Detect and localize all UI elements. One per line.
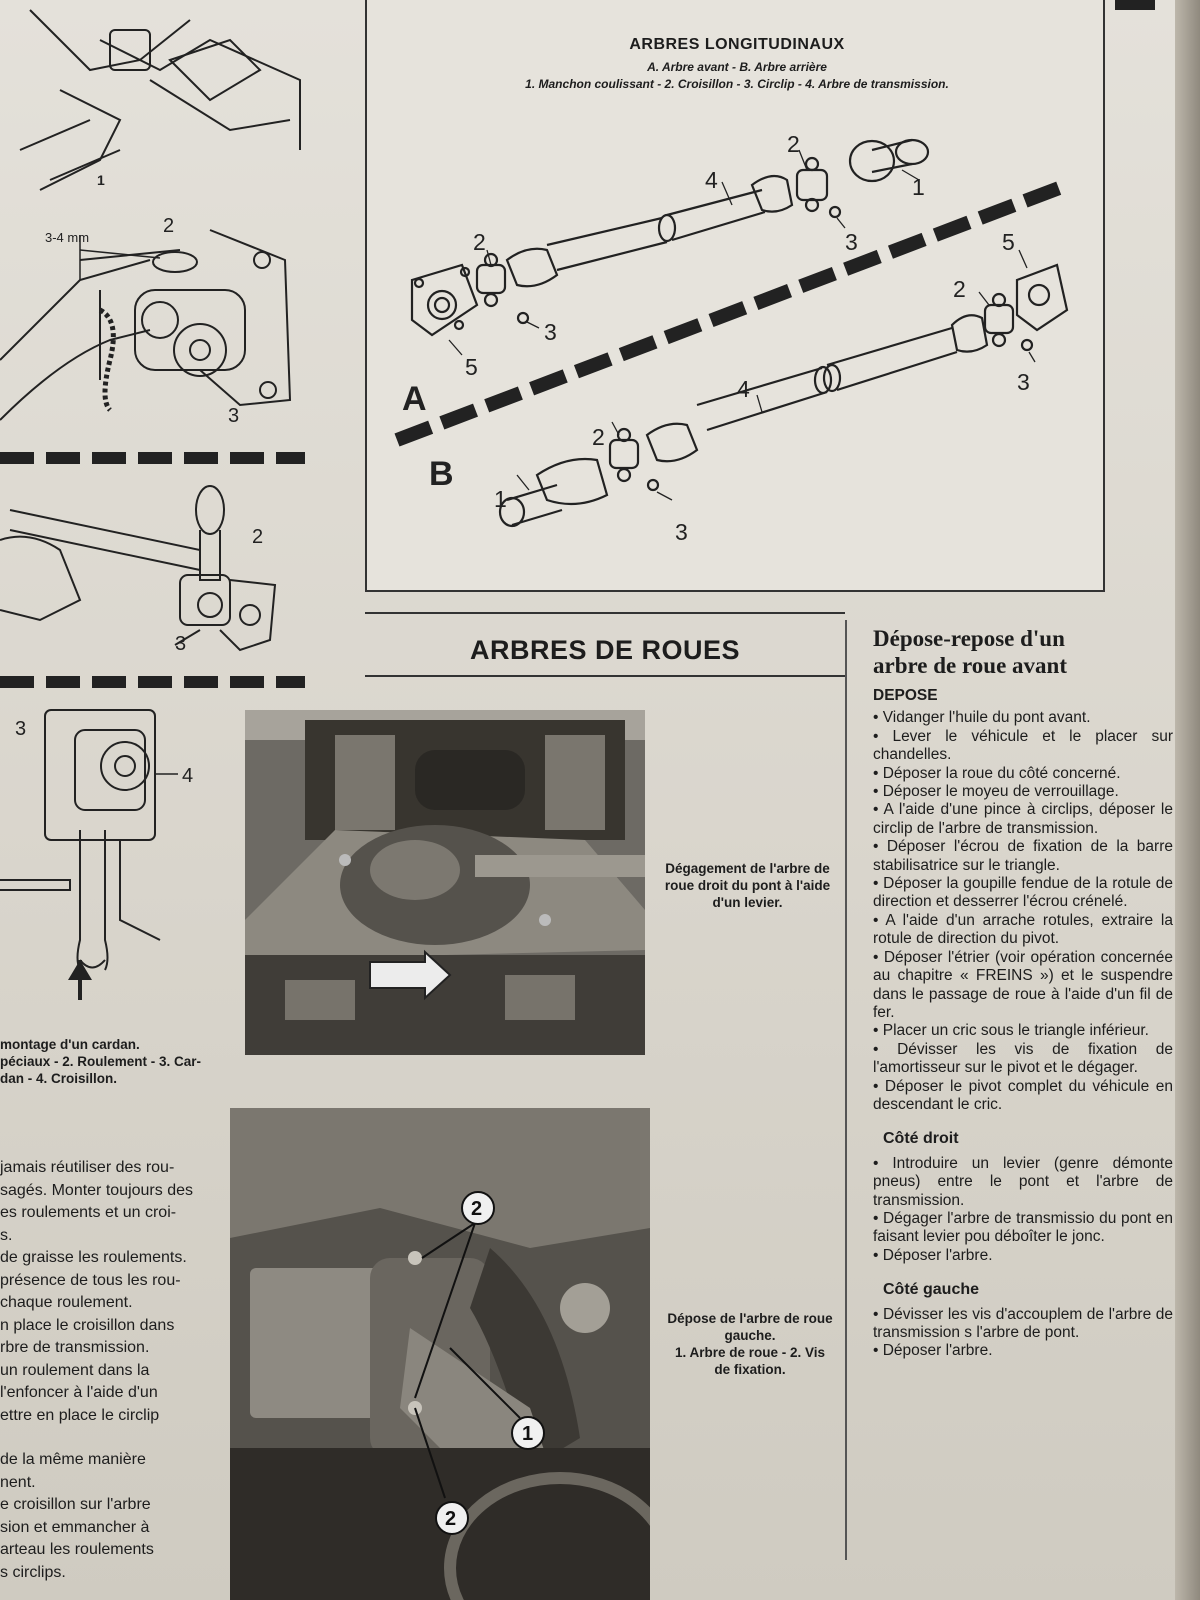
body-line: de graisse les roulements. bbox=[0, 1249, 187, 1266]
fig1-dimension-label: 3-4 mm bbox=[45, 230, 90, 245]
depose-step: • Lever le véhicule et le placer sur chandelles. bbox=[873, 727, 1173, 764]
shaft-a-label-4: 4 bbox=[705, 167, 718, 193]
caption-line: Dégagement de l'arbre de bbox=[665, 861, 830, 876]
fig1-label-2: 2 bbox=[163, 215, 175, 237]
caption-line: montage d'un cardan. bbox=[0, 1037, 140, 1052]
cote-gauche-heading: Côté gauche bbox=[883, 1281, 980, 1299]
photo-1-rendering bbox=[245, 710, 645, 1055]
fig2-label-3: 3 bbox=[175, 633, 187, 655]
depose-step: • Dévisser les vis de fixation de l'amortisseur sur le pivot et le dégager. bbox=[873, 1040, 1173, 1077]
depose-step: • Déposer l'écrou de fixation de la barre stabilisatrice sur le triangle. bbox=[873, 838, 1173, 874]
cote-droit-step: • Introduire un levier (genre démonte pneus) entre le pont et l'arbre de transmission. bbox=[873, 1154, 1173, 1209]
body-line: un roulement dans la bbox=[0, 1361, 150, 1379]
fig-hand-tool-illustration bbox=[0, 0, 320, 200]
shaft-b-label-5: 5 bbox=[1002, 229, 1015, 255]
photo-2-label-1: 1 bbox=[522, 1423, 534, 1445]
body-line: s circlips. bbox=[0, 1563, 66, 1581]
fig3-label-3: 3 bbox=[15, 718, 27, 740]
fig0-label-1: 1 bbox=[97, 172, 105, 188]
shaft-b-label-1: 1 bbox=[494, 486, 507, 512]
caption-line: roue droit du pont à l'aide bbox=[664, 878, 831, 893]
fig3-label-4: 4 bbox=[182, 765, 194, 787]
depose-step: • A l'aide d'un arrache rotules, extraire la rotule de direction du pivot. bbox=[873, 911, 1173, 948]
caption-line: de fixation. bbox=[714, 1362, 786, 1377]
title-line: Dépose-repose d'un bbox=[873, 626, 1065, 651]
photo-right-wheel-shaft-lever bbox=[245, 710, 645, 1055]
section-rule-bottom bbox=[365, 675, 845, 677]
shaft-a-label-3-right: 3 bbox=[845, 229, 858, 255]
shaft-b-label-2-left: 2 bbox=[592, 424, 605, 450]
shaft-a-label-5: 5 bbox=[465, 354, 478, 380]
body-line: s. bbox=[0, 1226, 13, 1244]
photo-2-rendering bbox=[230, 1108, 650, 1600]
depose-step: • Déposer le moyeu de verrouillage. bbox=[873, 783, 1119, 801]
shaft-b-letter: B bbox=[429, 455, 454, 493]
photo-2-label-2-bottom: 2 bbox=[445, 1508, 457, 1530]
caption-line: dan - 4. Croisillon. bbox=[0, 1071, 118, 1086]
body-line: présence de tous les rou- bbox=[0, 1271, 181, 1289]
body-line: de la même manière bbox=[0, 1451, 146, 1468]
procedure-title bbox=[873, 625, 1173, 679]
body-line: arteau les roulements bbox=[0, 1541, 154, 1558]
body-line: chaque roulement. bbox=[0, 1294, 133, 1311]
title-line: arbre de roue avant bbox=[873, 653, 1067, 678]
shaft-a-label-2-left: 2 bbox=[473, 229, 486, 255]
cote-droit-step: • Dégager l'arbre de transmissio du pont en faisant levier pou déboîter le jonc. bbox=[873, 1209, 1173, 1246]
propeller-shaft-diagram bbox=[365, 0, 1105, 592]
body-line: jamais réutiliser des rou- bbox=[0, 1159, 175, 1176]
cardan-figure-caption bbox=[0, 1036, 215, 1087]
shaft-b-label-3-right: 3 bbox=[1017, 369, 1030, 395]
photo-2-caption bbox=[655, 1310, 845, 1378]
body-line: sagés. Monter toujours des bbox=[0, 1181, 193, 1199]
depose-step: • Déposer le pivot complet du véhicule en descendant le cric. bbox=[873, 1077, 1173, 1113]
dashed-separator-1 bbox=[0, 452, 305, 464]
cote-droit-step: • Déposer l'arbre. bbox=[873, 1246, 993, 1264]
depose-step: • Déposer la goupille fendue de la rotule de direction et desserrer l'écrou crénelé. bbox=[873, 875, 1173, 911]
shaft-a-label-2-right: 2 bbox=[787, 131, 800, 157]
fig-hammer-cardan bbox=[0, 470, 320, 670]
photo-left-wheel-shaft-removal bbox=[230, 1108, 650, 1600]
shaft-b-label-4: 4 bbox=[737, 376, 750, 402]
fig-cardan-clearance bbox=[0, 200, 320, 440]
book-spine-shadow bbox=[1175, 0, 1200, 1600]
diagram-legend-line-1: A. Arbre avant - B. Arbre arrière bbox=[647, 60, 827, 74]
procedure-column bbox=[873, 625, 1173, 1361]
body-line: rbre de transmission. bbox=[0, 1339, 150, 1356]
body-line: ettre en place le circlip bbox=[0, 1406, 160, 1424]
cote-gauche-step: • Déposer l'arbre. bbox=[873, 1342, 993, 1360]
body-line: sion et emmancher à bbox=[0, 1518, 150, 1536]
column-rule bbox=[845, 620, 847, 1560]
diagram-legend-line-2: 1. Manchon coulissant - 2. Croisillon - 3. Circlip - 4. Arbre de transmission. bbox=[525, 77, 949, 91]
cote-gauche-step: • Dévisser les vis d'accouplem de l'arbre de transmission s l'arbre de pont. bbox=[873, 1305, 1173, 1341]
body-line: e croisillon sur l'arbre bbox=[0, 1496, 151, 1513]
body-line: l'enfoncer à l'aide d'un bbox=[0, 1384, 158, 1401]
depose-step: • Déposer l'étrier (voir opération concernée au chapitre « FREINS ») et le suspendre dans le passage de roue à l'aide d'un fil de fer. bbox=[873, 948, 1173, 1021]
left-body-text bbox=[0, 1157, 205, 1584]
shaft-b-label-3-left: 3 bbox=[675, 519, 688, 545]
body-line: n place le croisillon dans bbox=[0, 1316, 175, 1334]
caption-line: d'un levier. bbox=[712, 895, 783, 910]
depose-step: • Déposer la roue du côté concerné. bbox=[873, 764, 1121, 782]
cote-droit-heading: Côté droit bbox=[883, 1130, 959, 1148]
diagram-title: ARBRES LONGITUDINAUX bbox=[629, 36, 845, 53]
section-rule-top bbox=[365, 612, 845, 614]
depose-step: • Vidanger l'huile du pont avant. bbox=[873, 709, 1091, 727]
photo-1-caption bbox=[650, 860, 845, 911]
section-title: ARBRES DE ROUES bbox=[469, 635, 741, 665]
depose-step: • Placer un cric sous le triangle inférieur. bbox=[873, 1022, 1149, 1040]
shaft-a-label-3-left: 3 bbox=[544, 319, 557, 345]
shaft-a-label-1: 1 bbox=[912, 174, 925, 200]
dashed-separator-2 bbox=[0, 676, 305, 688]
shaft-exploded-view bbox=[367, 100, 1103, 590]
header-bar-2 bbox=[1115, 0, 1155, 10]
caption-line: Dépose de l'arbre de roue bbox=[667, 1311, 833, 1326]
body-line: es roulements et un croi- bbox=[0, 1204, 177, 1221]
fig2-label-2: 2 bbox=[252, 526, 264, 548]
shaft-a-letter: A bbox=[402, 380, 427, 418]
photo-2-label-2-top: 2 bbox=[471, 1198, 483, 1220]
fig1-label-3: 3 bbox=[228, 405, 240, 427]
depose-step: • A l'aide d'une pince à circlips, déposer le circlip de l'arbre de transmission. bbox=[873, 801, 1173, 837]
body-line: nent. bbox=[0, 1473, 36, 1491]
caption-line: 1. Arbre de roue - 2. Vis bbox=[674, 1345, 826, 1360]
caption-line: péciaux - 2. Roulement - 3. Car- bbox=[0, 1054, 202, 1069]
shaft-b-label-2-right: 2 bbox=[953, 276, 966, 302]
caption-line: gauche. bbox=[724, 1328, 776, 1343]
depose-heading: DEPOSE bbox=[873, 687, 938, 704]
body-line bbox=[0, 1427, 205, 1449]
